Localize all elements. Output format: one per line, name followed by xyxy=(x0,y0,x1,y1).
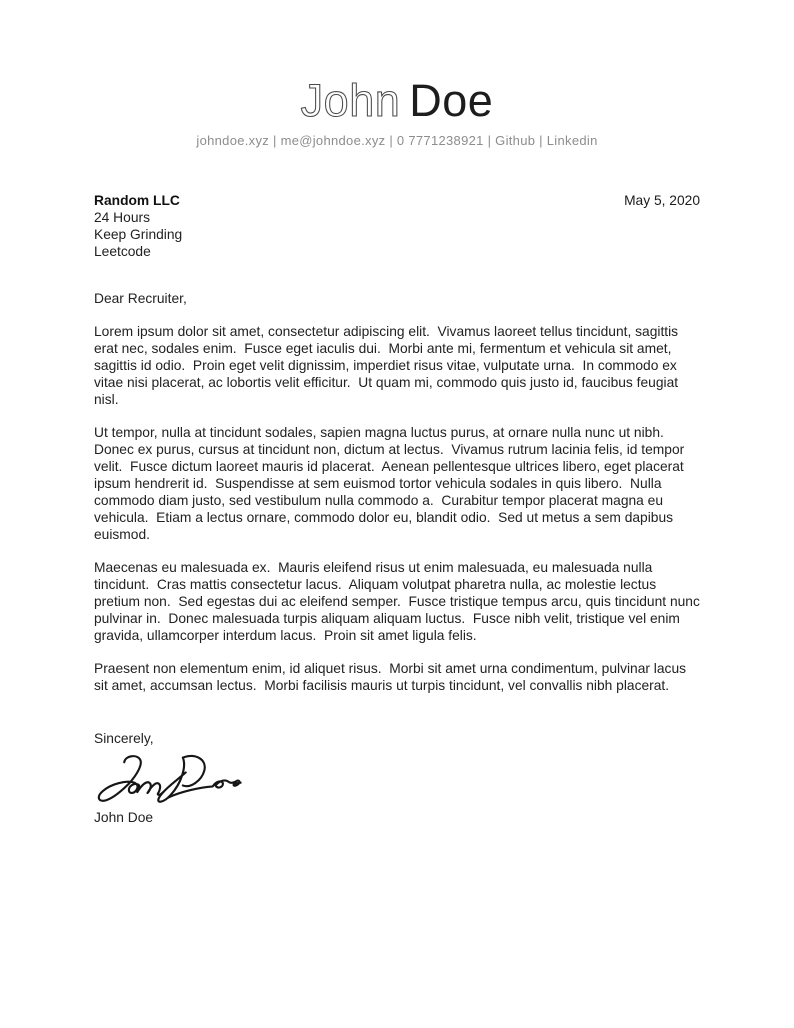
body-paragraph: Lorem ipsum dolor sit amet, consectetur adipiscing elit. Vivamus laoreet tellus tincidunt, sagittis erat nec, sodales enim. Fusce eget iaculis dui. Morbi ante mi, fermentum et vehicula sit amet, sagittis id odio. Proin eget velit dignissim, imperdiet risus vitae, vulputate urna. In commodo ex vitae nisi placerat, ac lobortis velit efficitur. Ut quam mi, commodo quis justo id, faucibus feugiat nisl. xyxy=(94,324,682,408)
signed-name: John Doe xyxy=(94,810,154,826)
letter-body xyxy=(94,290,704,694)
signature-stroke-john xyxy=(99,757,164,802)
recipient-address-line: 24 Hours xyxy=(94,210,150,226)
handwritten-signature-image xyxy=(92,752,244,806)
contact-line: johndoe.xyz | me@johndoe.xyz | 0 7771238921 | Github | Linkedin xyxy=(196,133,598,149)
salutation: Dear Recruiter, xyxy=(94,291,187,307)
body-paragraph: Maecenas eu malesuada ex. Mauris eleifend risus ut enim malesuada, eu malesuada nulla tincidunt. Cras mattis consectetur lacus. Aliquam volutpat pharetra nulla, ac molestie lectus pretium non. Sed egestas dui ac eleifend semper. Fusce tristique tempus arcu, quis tincidunt nunc pulvinar in. Donec malesuada turpis aliquam aliquam luctus. Fusce nibh velit, tristique vel enim gravida, ullamcorper interdum lacus. Proin sit amet ligula felis. xyxy=(94,560,704,644)
author-first-name: John xyxy=(300,75,401,126)
recipient-address-line: Leetcode xyxy=(94,244,151,260)
signature-block xyxy=(94,730,700,826)
closing-line: Sincerely, xyxy=(94,731,154,747)
recipient-block xyxy=(94,192,182,260)
recipient-company: Random LLC xyxy=(94,193,180,209)
letter-date: May 5, 2020 xyxy=(624,193,700,209)
author-last-name: Doe xyxy=(409,75,494,126)
signature-stroke-d-bowl xyxy=(183,756,205,786)
body-paragraph: Ut tempor, nulla at tincidunt sodales, sapien magna luctus purus, at ornare nulla nunc ut nibh. Donec ex purus, cursus at tincidunt non, dictum at lectus. Vivamus rutrum lacinia felis, id tempor velit. Fusce dictum laoreet mauris id placerat. Aenean pellentesque ultrices libero, eget placerat ipsum hendrerit id. Suspendisse at sem euismod tortor vehicula sodales in quis libero. Nulla commodo diam justo, sed vestibulum nulla commodo a. Curabitur tempor placerat magna eu vehicula. Etiam a lectus ornare, commodo dolor eu, blandit odio. Sed ut metus a sem dapibus euismod. xyxy=(94,425,689,543)
author-name xyxy=(94,76,700,126)
recipient-and-date-row xyxy=(94,192,700,260)
recipient-address-line: Keep Grinding xyxy=(94,227,183,243)
letter-header xyxy=(94,76,700,148)
body-paragraph: Praesent non elementum enim, id aliquet risus. Morbi sit amet urna condimentum, pulvinar lacus sit amet, accumsan lectus. Morbi facilisis mauris ut turpis tincidunt, vel convallis nibh placerat. xyxy=(94,661,690,694)
